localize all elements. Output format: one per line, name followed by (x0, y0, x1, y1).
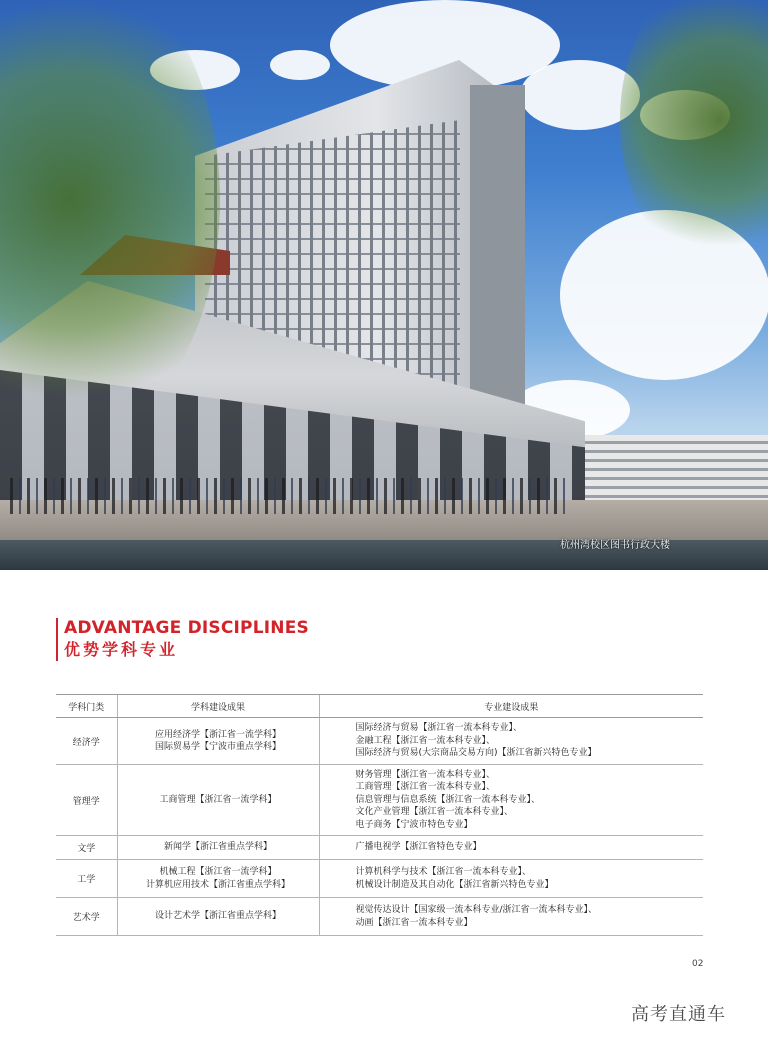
major-line: 文化产业管理【浙江省一流本科专业】、 (355, 807, 514, 818)
table-header-row (56, 695, 703, 718)
watermark-text: 高考直通车 (631, 1004, 726, 1025)
row-category: 经济学 (56, 718, 117, 765)
major-line: 信息管理与信息系统【浙江省一流本科专业】、 (355, 794, 541, 805)
table-row (56, 860, 703, 898)
row-majors (319, 898, 703, 936)
row-category: 艺术学 (56, 898, 117, 936)
disciplines-table (56, 694, 703, 936)
header-discipline: 学科建设成果 (117, 695, 319, 718)
section-heading (56, 618, 309, 661)
major-line: 国际经济与贸易【浙江省一流本科专业】、 (355, 723, 523, 734)
major-line: 工商管理【浙江省一流本科专业】、 (355, 782, 496, 793)
major-line: 动画【浙江省一流本科专业】 (355, 917, 473, 928)
heading-english: ADVANTAGE DISCIPLINES (64, 618, 309, 638)
discipline-line: 应用经济学【浙江省一流学科】 (154, 729, 281, 740)
discipline-line: 工商管理【浙江省一流学科】 (159, 794, 277, 805)
major-line: 国际经济与贸易(大宗商品交易方向)【浙江省新兴特色专业】 (355, 748, 597, 759)
major-line: 金融工程【浙江省一流本科专业】、 (355, 735, 496, 746)
row-majors (319, 718, 703, 765)
students-crowd (10, 478, 570, 514)
row-discipline (117, 836, 319, 860)
major-line: 机械设计制造及其自动化【浙江省新兴特色专业】 (355, 879, 554, 890)
row-majors (319, 836, 703, 860)
row-discipline (117, 860, 319, 898)
discipline-line: 新闻学【浙江省重点学科】 (163, 842, 272, 853)
row-discipline (117, 718, 319, 765)
table-row (56, 836, 703, 860)
table-row (56, 718, 703, 765)
discipline-line: 计算机应用技术【浙江省重点学科】 (145, 879, 290, 890)
major-line: 视觉传达设计【国家级一流本科专业/浙江省一流本科专业】、 (355, 905, 598, 915)
table-row (56, 765, 703, 836)
photo-caption: 杭州湾校区图书行政大楼 (560, 540, 670, 551)
major-line: 财务管理【浙江省一流本科专业】、 (355, 769, 496, 780)
discipline-line: 国际贸易学【宁波市重点学科】 (154, 742, 281, 752)
row-discipline (117, 765, 319, 836)
row-majors (319, 860, 703, 898)
table-row (56, 898, 703, 936)
row-category: 文学 (56, 836, 117, 860)
major-line: 广播电视学【浙江省特色专业】 (355, 842, 482, 853)
discipline-line: 机械工程【浙江省一流学科】 (159, 867, 277, 877)
heading-chinese: 优势学科专业 (64, 640, 179, 659)
row-category: 管理学 (56, 765, 117, 836)
row-category: 工学 (56, 860, 117, 898)
header-majors: 专业建设成果 (319, 695, 703, 718)
row-discipline (117, 898, 319, 936)
header-category: 学科门类 (56, 695, 117, 718)
page-number: 02 (692, 959, 704, 969)
discipline-line: 设计艺术学【浙江省重点学科】 (154, 911, 281, 922)
major-line: 电子商务【宁波市特色专业】 (355, 819, 473, 830)
row-majors (319, 765, 703, 836)
major-line: 计算机科学与技术【浙江省一流本科专业】、 (355, 867, 532, 877)
